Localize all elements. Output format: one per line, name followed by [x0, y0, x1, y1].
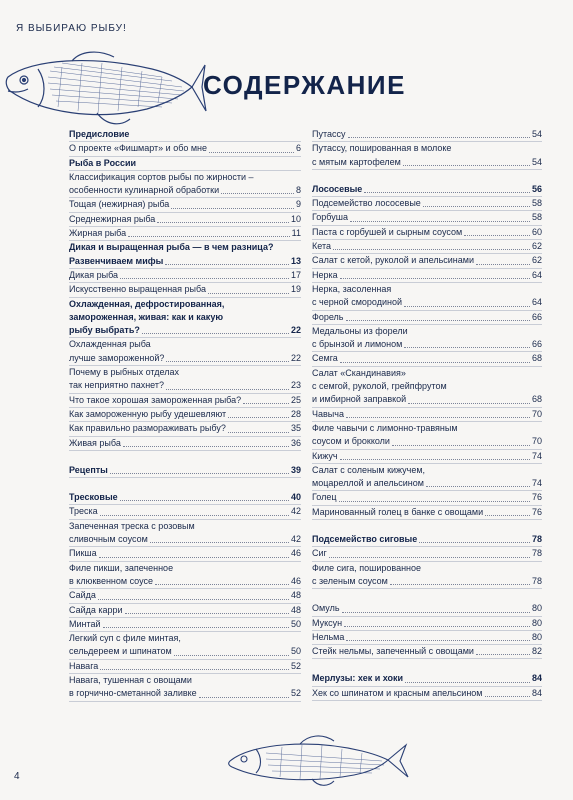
toc-entry-title: Навага [69, 660, 99, 671]
toc-leader-dots [329, 557, 530, 558]
toc-leader-dots [98, 599, 289, 600]
toc-leader-dots [390, 584, 530, 585]
toc-leader-dots [100, 669, 289, 670]
toc-leader-dots [157, 222, 289, 223]
toc-spacer [312, 170, 542, 183]
toc-entry-title: Подсемейство лососевые [312, 198, 421, 209]
toc-entry-title: в горчично-сметанной заливке [69, 688, 197, 699]
toc-entry[interactable] [312, 367, 542, 408]
toc-leader-dots [364, 192, 530, 193]
toc-page-number: 35 [290, 423, 301, 434]
toc-entry[interactable] [69, 547, 301, 561]
toc-left-column [69, 128, 301, 702]
toc-page-number: 80 [531, 617, 542, 628]
toc-page-number: 60 [531, 226, 542, 237]
toc-page-number: 76 [531, 492, 542, 503]
toc-entry[interactable] [69, 408, 301, 422]
toc-entry-title: Дикая и выращенная рыба — в чем разница? [69, 242, 274, 253]
toc-entry-title: Что такое хорошая замороженная рыба? [69, 394, 242, 405]
toc-entry-title: Охлажденная, дефростированная, [69, 298, 225, 309]
toc-section-heading[interactable] [312, 183, 542, 197]
toc-entry[interactable] [69, 632, 301, 660]
toc-leader-dots [404, 306, 530, 307]
toc-leader-dots [485, 696, 530, 697]
toc-entry-title: и имбирной заправкой [312, 394, 407, 405]
toc-entry[interactable] [312, 687, 542, 701]
toc-entry[interactable] [69, 338, 301, 366]
toc-entry-title: Голец [312, 492, 337, 503]
toc-entry-title: Среднежирная рыба [69, 213, 156, 224]
toc-page-number: 58 [531, 212, 542, 223]
toc-entry-title: Пикша [69, 548, 97, 559]
toc-page-number: 8 [295, 185, 301, 196]
toc-entry[interactable] [69, 142, 301, 156]
toc-page-number: 74 [531, 478, 542, 489]
toc-entry[interactable] [312, 491, 542, 505]
toc-page-number: 22 [290, 352, 301, 363]
toc-page-number: 70 [531, 408, 542, 419]
toc-entry-title: Нерка, засоленная [312, 283, 392, 294]
toc-entry-title: лучше замороженной? [69, 352, 165, 363]
toc-entry[interactable] [312, 283, 542, 311]
toc-entry-title: Путассу, пошированная в молоке [312, 143, 452, 154]
toc-leader-dots [339, 501, 530, 502]
toc-entry-title: Семга [312, 353, 338, 364]
toc-entry[interactable] [69, 437, 301, 451]
toc-entry-title: Охлажденная рыба [69, 339, 151, 350]
toc-entry[interactable] [312, 506, 542, 520]
toc-entry-title: Живая рыба [69, 437, 121, 448]
toc-entry[interactable] [69, 505, 301, 519]
toc-page-number: 78 [531, 534, 542, 545]
toc-entry[interactable] [312, 408, 542, 422]
toc-leader-dots [346, 320, 530, 321]
toc-entry[interactable] [312, 450, 542, 464]
running-head: Я ВЫБИРАЮ РЫБУ! [16, 23, 127, 34]
toc-entry-title: с семгой, руколой, грейпфрутом [312, 381, 447, 392]
toc-page-number: 22 [290, 325, 301, 336]
toc-entry-title: Омуль [312, 603, 340, 614]
toc-entry-title: Жирная рыба [69, 228, 127, 239]
toc-entry[interactable] [69, 674, 301, 702]
toc-entry-title: Маринованный голец в банке с овощами [312, 506, 484, 517]
toc-leader-dots [419, 542, 530, 543]
toc-entry-title: Горбуша [312, 212, 348, 223]
toc-page-number: 39 [290, 464, 301, 475]
toc-leader-dots [392, 445, 530, 446]
toc-leader-dots [404, 347, 530, 348]
toc-page-number: 54 [531, 156, 542, 167]
toc-page-number: 25 [290, 394, 301, 405]
toc-entry-title: Легкий суп с филе минтая, [69, 633, 181, 644]
toc-entry-title: замороженная, живая: как и какую [69, 311, 224, 322]
toc-entry[interactable] [69, 394, 301, 408]
toc-page-number: 84 [531, 673, 542, 684]
toc-leader-dots [342, 612, 530, 613]
toc-entry[interactable] [312, 352, 542, 366]
toc-leader-dots [243, 403, 289, 404]
toc-entry-title: Салат «Скандинавия» [312, 367, 406, 378]
toc-page-number: 50 [290, 646, 301, 657]
toc-leader-dots [155, 584, 289, 585]
toc-entry[interactable] [312, 311, 542, 325]
toc-entry-title: Медальоны из форели [312, 325, 408, 336]
toc-page-number: 80 [531, 603, 542, 614]
toc-page-number: 19 [290, 284, 301, 295]
toc-entry-title: Запеченная треска с розовым [69, 520, 195, 531]
toc-leader-dots [340, 362, 530, 363]
toc-section-heading[interactable] [69, 298, 301, 339]
toc-entry-title: Филе сига, пошированное [312, 562, 422, 573]
toc-page-number: 68 [531, 394, 542, 405]
toc-entry[interactable] [69, 227, 301, 241]
toc-leader-dots [476, 654, 530, 655]
toc-entry[interactable] [312, 197, 542, 211]
toc-entry-title: Предисловие [69, 129, 130, 139]
toc-page-number: 76 [531, 506, 542, 517]
toc-entry-title: особенности кулинарной обработки [69, 185, 220, 196]
toc-page-number: 62 [531, 241, 542, 252]
toc-page-number: 84 [531, 687, 542, 698]
toc-entry[interactable] [69, 604, 301, 618]
toc-page-number: 10 [290, 213, 301, 224]
toc-entry-title: Лососевые [312, 183, 363, 194]
toc-entry-title: Тресковые [69, 492, 118, 503]
toc-entry-title: Мерлузы: хек и хоки [312, 673, 404, 684]
toc-page-number: 50 [290, 618, 301, 629]
toc-entry-title: Хек со шпинатом и красным апельсином [312, 687, 483, 698]
toc-entry-title: Нельма [312, 631, 345, 642]
toc-leader-dots [99, 557, 289, 558]
toc-leader-dots [166, 361, 289, 362]
toc-entry-title: Искусственно выращенная рыба [69, 284, 206, 295]
toc-entry[interactable] [312, 602, 542, 616]
toc-entry[interactable] [312, 422, 542, 450]
toc-leader-dots [346, 640, 530, 641]
toc-entry-title: Салат с соленым кижучем, [312, 464, 426, 475]
toc-entry-title: Треска [69, 506, 98, 517]
toc-page-number: 70 [531, 436, 542, 447]
toc-leader-dots [150, 542, 289, 543]
toc-entry-title: Развенчиваем мифы [69, 255, 164, 266]
toc-section-heading[interactable] [69, 128, 301, 142]
toc-page-number: 6 [295, 143, 301, 154]
toc-entry-title: Филе пикши, запеченное [69, 562, 174, 573]
toc-entry[interactable] [312, 269, 542, 283]
toc-entry[interactable] [69, 422, 301, 436]
toc-page-number: 58 [531, 198, 542, 209]
toc-entry[interactable] [312, 631, 542, 645]
toc-leader-dots [340, 278, 530, 279]
toc-page-number: 46 [290, 548, 301, 559]
toc-entry-title: так неприятно пахнет? [69, 380, 165, 391]
toc-page-number: 42 [290, 506, 301, 517]
toc-spacer [312, 659, 542, 672]
toc-entry[interactable] [312, 240, 542, 254]
toc-leader-dots [174, 655, 289, 656]
toc-leader-dots [348, 137, 530, 138]
toc-page-number: 54 [531, 129, 542, 139]
toc-leader-dots [123, 446, 289, 447]
toc-page-number: 78 [531, 548, 542, 559]
page-title: СОДЕРЖАНИЕ [203, 70, 406, 100]
toc-section-heading[interactable] [69, 491, 301, 505]
toc-entry[interactable] [69, 618, 301, 632]
toc-page-number: 40 [290, 492, 301, 503]
toc-entry-title: сельдереем и шпинатом [69, 646, 172, 657]
toc-leader-dots [120, 500, 289, 501]
toc-page-number: 42 [290, 534, 301, 545]
toc-page-number: 11 [291, 228, 301, 239]
toc-page-number: 62 [531, 255, 542, 266]
toc-spacer [312, 520, 542, 533]
toc-page-number: 48 [290, 604, 301, 615]
toc-leader-dots [165, 264, 289, 265]
toc-entry[interactable] [69, 283, 301, 297]
toc-leader-dots [228, 432, 289, 433]
toc-entry[interactable] [312, 128, 542, 142]
page-number: 4 [14, 771, 20, 782]
toc-entry-title: Подсемейство сиговые [312, 534, 418, 545]
toc-leader-dots [228, 417, 289, 418]
toc-entry[interactable] [312, 254, 542, 268]
toc-leader-dots [142, 333, 289, 334]
toc-entry-title: с зеленым соусом [312, 575, 388, 586]
toc-right-column [312, 128, 542, 701]
toc-entry-title: соусом и брокколи [312, 436, 390, 447]
toc-entry-title: моцареллой и апельсином [312, 478, 424, 489]
toc-leader-dots [100, 515, 289, 516]
toc-leader-dots [199, 697, 289, 698]
toc-entry[interactable] [69, 269, 301, 283]
toc-entry-title: Форель [312, 311, 344, 322]
toc-entry-title: с черной смородиной [312, 297, 402, 308]
toc-section-heading[interactable] [69, 241, 301, 269]
toc-entry-title: Филе чавычи с лимонно-травяным [312, 422, 458, 433]
toc-leader-dots [423, 206, 530, 207]
toc-section-heading[interactable] [69, 157, 301, 171]
toc-entry[interactable] [312, 226, 542, 240]
toc-page-number: 52 [290, 688, 301, 699]
toc-entry-title: Стейк нельмы, запеченный с овощами [312, 646, 474, 657]
toc-leader-dots [464, 235, 530, 236]
toc-entry-title: Муксун [312, 617, 343, 628]
toc-leader-dots [208, 293, 289, 294]
toc-leader-dots [426, 486, 530, 487]
toc-page-number: 9 [295, 199, 301, 210]
toc-section-heading[interactable] [312, 533, 542, 547]
toc-entry[interactable] [312, 464, 542, 492]
toc-entry[interactable] [69, 589, 301, 603]
toc-page-number: 17 [290, 269, 301, 280]
toc-entry[interactable] [312, 325, 542, 353]
toc-entry[interactable] [69, 198, 301, 212]
toc-entry[interactable] [312, 562, 542, 590]
toc-page-number: 13 [290, 255, 301, 266]
toc-leader-dots [333, 249, 530, 250]
toc-leader-dots [110, 473, 289, 474]
toc-entry-title: сливочным соусом [69, 534, 148, 545]
toc-entry[interactable] [69, 562, 301, 590]
toc-entry-title: Сайда [69, 590, 96, 601]
toc-page-number: 74 [531, 450, 542, 461]
toc-entry[interactable] [312, 211, 542, 225]
toc-page-number: 64 [531, 269, 542, 280]
toc-leader-dots [128, 236, 290, 237]
toc-entry-title: Как правильно размораживать рыбу? [69, 423, 226, 434]
toc-page-number: 36 [290, 437, 301, 448]
toc-section-heading[interactable] [312, 672, 542, 686]
toc-page-number: 52 [290, 660, 301, 671]
toc-entry-title: Рыба в России [69, 157, 137, 168]
toc-leader-dots [403, 165, 530, 166]
toc-entry-title: Кета [312, 241, 331, 252]
toc-leader-dots [171, 208, 294, 209]
toc-entry[interactable] [69, 171, 301, 199]
toc-page-number: 78 [531, 575, 542, 586]
toc-spacer [69, 451, 301, 464]
toc-page-number: 80 [531, 631, 542, 642]
toc-spacer [312, 589, 542, 602]
toc-leader-dots [125, 613, 289, 614]
toc-page-number: 28 [290, 408, 301, 419]
toc-entry[interactable] [69, 660, 301, 674]
toc-page-number: 56 [531, 183, 542, 194]
toc-leader-dots [120, 278, 289, 279]
toc-entry-title: Минтай [69, 618, 101, 629]
toc-entry[interactable] [69, 520, 301, 548]
toc-entry[interactable] [312, 547, 542, 561]
toc-entry-title: Путассу [312, 129, 346, 139]
toc-entry-title: с мятым картофелем [312, 156, 401, 167]
toc-leader-dots [103, 627, 289, 628]
toc-page-number: 46 [290, 575, 301, 586]
toc-entry-title: Нерка [312, 269, 338, 280]
toc-page-number: 66 [531, 339, 542, 350]
toc-entry[interactable] [312, 142, 542, 170]
toc-entry[interactable] [69, 366, 301, 394]
toc-entry-title: Почему в рыбных отделах [69, 367, 179, 378]
toc-entry-title: Чавыча [312, 408, 344, 419]
toc-leader-dots [476, 264, 530, 265]
toc-entry-title: Классификация сортов рыбы по жирности – [69, 171, 254, 182]
toc-entry-title: с брынзой и лимоном [312, 339, 403, 350]
toc-entry-title: Рецепты [69, 464, 108, 475]
toc-entry-title: Навага, тушенная с овощами [69, 674, 192, 685]
fish-illustration [222, 727, 410, 789]
toc-entry-title: рыбу выбрать? [69, 325, 140, 336]
toc-entry-title: в клюквенном соусе [69, 575, 153, 586]
toc-entry-title: Как замороженную рыбу удешевляют [69, 408, 227, 419]
toc-page-number: 48 [290, 590, 301, 601]
toc-entry-title: Дикая рыба [69, 269, 119, 280]
toc-section-heading[interactable] [69, 464, 301, 478]
toc-entry-title: Тощая (нежирная) рыба [69, 199, 170, 210]
toc-leader-dots [350, 221, 530, 222]
toc-entry-title: Паста с горбушей и сырным соусом [312, 226, 463, 237]
toc-page-number: 82 [531, 646, 542, 657]
toc-leader-dots [221, 193, 294, 194]
toc-page-number: 64 [531, 297, 542, 308]
toc-entry-title: Сайда карри [69, 604, 123, 615]
toc-page-number: 68 [531, 353, 542, 364]
toc-entry-title: О проекте «Фишмарт» и обо мне [69, 143, 208, 154]
toc-leader-dots [344, 626, 530, 627]
toc-leader-dots [340, 459, 530, 460]
toc-page-number: 66 [531, 311, 542, 322]
toc-entry-title: Кижуч [312, 450, 338, 461]
toc-leader-dots [408, 403, 530, 404]
toc-leader-dots [405, 682, 530, 683]
toc-leader-dots [166, 389, 289, 390]
toc-spacer [69, 478, 301, 491]
toc-entry-title: Салат с кетой, руколой и апельсинами [312, 255, 474, 266]
toc-leader-dots [346, 417, 530, 418]
toc-entry[interactable] [312, 645, 542, 659]
fish-illustration [2, 47, 207, 132]
toc-leader-dots [209, 152, 294, 153]
toc-entry[interactable] [69, 213, 301, 227]
toc-leader-dots [485, 515, 530, 516]
toc-entry-title: Сиг [312, 548, 327, 559]
toc-entry[interactable] [312, 617, 542, 631]
toc-page-number: 23 [290, 380, 301, 391]
